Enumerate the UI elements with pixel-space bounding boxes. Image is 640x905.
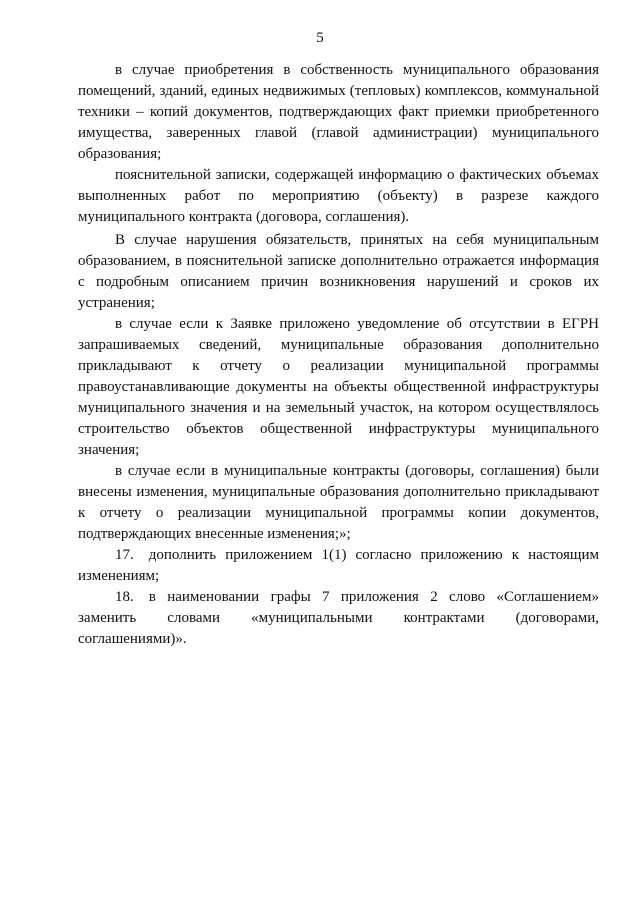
page-number: 5 (316, 30, 324, 46)
paragraph-item-18: 18. в наименовании графы 7 приложения 2 слово «Соглашением» заменить словами «муниципальными контрактами (договорами, соглашениями)». (78, 589, 599, 647)
paragraph-contract-changes: в случае если в муниципальные контракты (договоры, соглашения) были внесены изменения, муниципальные образования дополнительно прикладывают к отчету о реализации муниципальной программы копии документов, подтверждающих внесенные изменения;»; (78, 463, 599, 542)
document-body (78, 60, 599, 650)
paragraph-obligation-violation: В случае нарушения обязательств, принятых на себя муниципальным образованием, в пояснительной записке дополнительно отражается информация с подробным описанием причин возникновения нарушений и сроков их устранения; (78, 232, 599, 311)
paragraph-egrn-notice: в случае если к Заявке приложено уведомление об отсутствии в ЕГРН запрашиваемых сведений, муниципальные образования дополнительно прикладывают к отчету о реализации муниципальной программы правоустанавливающие документы на объекты общественной инфраструктуры муниципального значения и на земельный участок, на котором осуществлялось строительство объектов общественной инфраструктуры муниципального значения; (78, 316, 599, 458)
paragraph-item-17: 17. дополнить приложением 1(1) согласно приложению к настоящим изменениям; (78, 547, 599, 584)
paragraph-explanatory-note: пояснительной записки, содержащей информацию о фактических объемах выполненных работ по мероприятию (объекту) в разрезе каждого муниципального контракта (договора, соглашения). (78, 167, 599, 225)
paragraph-property-acquisition: в случае приобретения в собственность муниципального образования помещений, зданий, единых недвижимых (тепловых) комплексов, коммунальной техники – копий документов, подтверждающих факт приемки приобретенного имущества, заверенных главой (главой администрации) муниципального образования; (78, 62, 599, 162)
